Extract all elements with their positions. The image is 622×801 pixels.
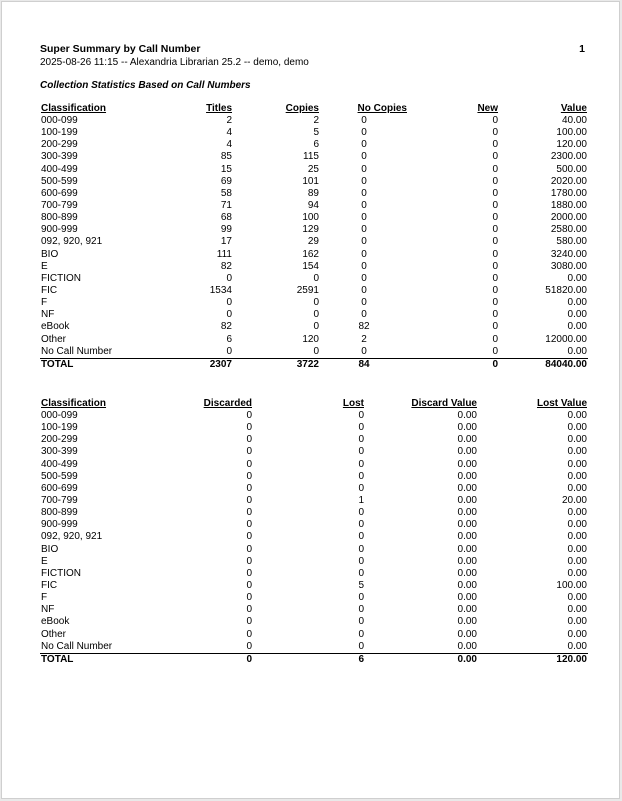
cell-classification: eBook — [41, 321, 70, 333]
cell-titles: 111 — [216, 248, 232, 260]
cell-lost-value: 0.00 — [567, 446, 587, 458]
cell-lost-value: 0.00 — [567, 567, 587, 579]
cell-copies: 94 — [307, 200, 319, 212]
cell-classification: 700-799 — [41, 495, 78, 507]
cell-value: 2580.00 — [550, 224, 587, 236]
column-header-classification: Classification — [41, 103, 107, 114]
cell-discard-value: 0.00 — [457, 628, 477, 640]
cell-value: 1880.00 — [550, 200, 587, 212]
cell-lost-value: 20.00 — [561, 495, 587, 507]
cell-new: 0 — [492, 175, 498, 187]
cell-copies: 5 — [313, 127, 319, 139]
cell-new: 0 — [492, 333, 498, 345]
cell-lost-value: 0.00 — [567, 543, 587, 555]
cell-value: 3240.00 — [550, 248, 587, 260]
cell-lost-value: 100.00 — [556, 580, 587, 592]
cell-lost: 0 — [358, 604, 364, 616]
cell-classification: E — [41, 260, 48, 272]
report-title: Super Summary by Call Number — [40, 43, 201, 55]
table-row — [40, 176, 588, 188]
column-header-copies: Copies — [285, 103, 319, 114]
cell-classification: BIO — [41, 248, 59, 260]
cell-lost: 1 — [358, 495, 364, 507]
cell-copies: 89 — [307, 187, 319, 199]
cell-titles: 0 — [226, 297, 232, 309]
column-header-no-copies: No Copies — [357, 103, 407, 114]
cell-new: 0 — [492, 200, 498, 212]
cell-discarded: 0 — [246, 434, 252, 446]
cell-lost: 0 — [358, 640, 364, 652]
total-discard-value: 0.00 — [365, 653, 478, 666]
cell-discarded: 0 — [246, 580, 252, 592]
cell-titles: 99 — [220, 224, 232, 236]
cell-new: 0 — [492, 236, 498, 248]
cell-titles: 82 — [220, 260, 232, 272]
cell-discarded: 0 — [246, 616, 252, 628]
cell-classification: NF — [41, 604, 55, 616]
table-row — [40, 115, 588, 127]
cell-copies: 0 — [313, 345, 319, 357]
cell-lost-value: 0.00 — [567, 592, 587, 604]
cell-discard-value: 0.00 — [457, 458, 477, 470]
cell-classification: 300-399 — [41, 151, 78, 163]
column-header-value: Value — [560, 103, 587, 114]
cell-titles: 71 — [220, 200, 232, 212]
table-header-row — [40, 103, 588, 115]
cell-copies: 120 — [302, 333, 319, 345]
cell-titles: 58 — [220, 187, 232, 199]
cell-classification: 500-599 — [41, 470, 78, 482]
cell-discarded: 0 — [246, 531, 252, 543]
cell-new: 0 — [492, 187, 498, 199]
column-header-discard-value: Discard Value — [411, 398, 477, 409]
cell-discarded: 0 — [246, 628, 252, 640]
cell-discard-value: 0.00 — [457, 410, 477, 422]
cell-new: 0 — [492, 260, 498, 272]
column-header-lost-value: Lost Value — [536, 398, 587, 409]
cell-no-copies: 0 — [361, 248, 367, 260]
table-row — [40, 531, 588, 543]
cell-lost-value: 0.00 — [567, 434, 587, 446]
table-row — [40, 249, 588, 261]
cell-classification: Other — [41, 628, 67, 640]
cell-lost-value: 0.00 — [567, 410, 587, 422]
table-row — [40, 127, 588, 139]
cell-no-copies: 0 — [361, 115, 367, 127]
cell-no-copies: 0 — [361, 139, 367, 151]
cell-lost: 0 — [358, 470, 364, 482]
column-header-discarded: Discarded — [203, 398, 252, 409]
total-row — [40, 653, 588, 666]
cell-lost: 0 — [358, 434, 364, 446]
cell-copies: 115 — [303, 151, 319, 163]
cell-discard-value: 0.00 — [457, 555, 477, 567]
total-value: 84040.00 — [499, 358, 588, 371]
cell-no-copies: 0 — [361, 309, 367, 321]
cell-discard-value: 0.00 — [457, 446, 477, 458]
cell-classification: 092, 920, 921 — [41, 236, 103, 248]
cell-copies: 2591 — [296, 285, 319, 297]
cell-new: 0 — [492, 321, 498, 333]
cell-no-copies: 0 — [361, 200, 367, 212]
cell-lost: 0 — [358, 592, 364, 604]
cell-lost: 0 — [358, 410, 364, 422]
cell-no-copies: 82 — [358, 321, 370, 333]
cell-classification: 100-199 — [41, 127, 78, 139]
report-header — [40, 43, 588, 69]
cell-new: 0 — [492, 272, 498, 284]
cell-value: 12000.00 — [545, 333, 587, 345]
cell-titles: 0 — [226, 272, 232, 284]
cell-copies: 25 — [307, 163, 319, 175]
cell-titles: 6 — [226, 333, 232, 345]
cell-copies: 6 — [313, 139, 319, 151]
table-row — [40, 334, 588, 346]
total-classification: TOTAL — [40, 653, 160, 666]
report-page — [1, 1, 620, 799]
cell-copies: 162 — [302, 248, 319, 260]
table-row — [40, 616, 588, 628]
cell-discard-value: 0.00 — [457, 640, 477, 652]
cell-discarded: 0 — [246, 507, 252, 519]
cell-lost: 0 — [358, 446, 364, 458]
total-copies: 3722 — [233, 358, 320, 371]
table-row — [40, 495, 588, 507]
cell-new: 0 — [492, 163, 498, 175]
cell-discard-value: 0.00 — [457, 495, 477, 507]
cell-value: 580.00 — [556, 236, 587, 248]
page-number: 1 — [579, 43, 585, 55]
cell-discard-value: 0.00 — [457, 519, 477, 531]
cell-value: 0.00 — [567, 321, 587, 333]
table-row — [40, 604, 588, 616]
cell-lost-value: 0.00 — [567, 628, 587, 640]
cell-classification: 000-099 — [41, 410, 78, 422]
cell-lost: 0 — [358, 531, 364, 543]
cell-discard-value: 0.00 — [457, 616, 477, 628]
cell-copies: 101 — [302, 175, 319, 187]
table-row — [40, 641, 588, 654]
cell-copies: 0 — [313, 321, 319, 333]
cell-lost-value: 0.00 — [567, 422, 587, 434]
cell-value: 0.00 — [567, 345, 587, 357]
table-row — [40, 422, 588, 434]
cell-no-copies: 0 — [361, 260, 367, 272]
cell-classification: E — [41, 555, 48, 567]
cell-no-copies: 0 — [361, 297, 367, 309]
cell-no-copies: 0 — [361, 236, 367, 248]
cell-discarded: 0 — [246, 495, 252, 507]
cell-classification: No Call Number — [41, 345, 113, 357]
cell-no-copies: 0 — [361, 224, 367, 236]
cell-copies: 0 — [313, 272, 319, 284]
cell-titles: 82 — [220, 321, 232, 333]
table-row — [40, 297, 588, 309]
cell-lost: 0 — [358, 616, 364, 628]
table-row — [40, 309, 588, 321]
cell-new: 0 — [492, 297, 498, 309]
table-row — [40, 164, 588, 176]
cell-new: 0 — [492, 345, 498, 357]
cell-value: 2300.00 — [550, 151, 587, 163]
cell-titles: 68 — [220, 212, 232, 224]
table-row — [40, 544, 588, 556]
table-row — [40, 410, 588, 422]
table-row — [40, 261, 588, 273]
table-row — [40, 519, 588, 531]
table-row — [40, 629, 588, 641]
table-row — [40, 188, 588, 200]
cell-no-copies: 0 — [361, 345, 367, 357]
cell-lost-value: 0.00 — [567, 482, 587, 494]
cell-classification: 200-299 — [41, 434, 78, 446]
table-row — [40, 224, 588, 236]
cell-discard-value: 0.00 — [457, 580, 477, 592]
table-row — [40, 556, 588, 568]
cell-classification: 800-899 — [41, 212, 78, 224]
table-row — [40, 285, 588, 297]
table-row — [40, 568, 588, 580]
total-classification: TOTAL — [40, 358, 160, 371]
cell-new: 0 — [492, 127, 498, 139]
cell-classification: FIC — [41, 285, 58, 297]
cell-value: 0.00 — [567, 272, 587, 284]
cell-new: 0 — [492, 224, 498, 236]
cell-copies: 0 — [313, 309, 319, 321]
report-subtitle: 2025-08-26 11:15 -- Alexandria Librarian 25.2 -- demo, demo — [40, 57, 309, 68]
cell-lost-value: 0.00 — [567, 531, 587, 543]
table-row — [40, 236, 588, 248]
table-row — [40, 592, 588, 604]
cell-copies: 100 — [302, 212, 319, 224]
total-row — [40, 358, 588, 371]
cell-discarded: 0 — [246, 567, 252, 579]
cell-discard-value: 0.00 — [457, 422, 477, 434]
cell-titles: 17 — [220, 236, 232, 248]
cell-lost-value: 0.00 — [567, 555, 587, 567]
cell-no-copies: 0 — [361, 212, 367, 224]
cell-classification: eBook — [41, 616, 70, 628]
cell-titles: 85 — [220, 151, 232, 163]
total-lost-value: 120.00 — [478, 653, 588, 666]
cell-no-copies: 0 — [361, 285, 367, 297]
cell-new: 0 — [492, 151, 498, 163]
cell-copies: 154 — [302, 260, 319, 272]
cell-titles: 69 — [220, 175, 232, 187]
table-row — [40, 273, 588, 285]
cell-discarded: 0 — [246, 519, 252, 531]
cell-discard-value: 0.00 — [457, 482, 477, 494]
cell-classification: NF — [41, 309, 55, 321]
cell-copies: 29 — [307, 236, 319, 248]
cell-discarded: 0 — [246, 555, 252, 567]
cell-lost: 0 — [358, 458, 364, 470]
table-row — [40, 507, 588, 519]
table-row — [40, 434, 588, 446]
cell-discarded: 0 — [246, 410, 252, 422]
cell-value: 0.00 — [567, 297, 587, 309]
cell-new: 0 — [492, 309, 498, 321]
total-lost: 6 — [253, 653, 365, 666]
cell-no-copies: 0 — [361, 187, 367, 199]
cell-lost-value: 0.00 — [567, 458, 587, 470]
cell-lost-value: 0.00 — [567, 470, 587, 482]
cell-lost-value: 0.00 — [567, 640, 587, 652]
cell-classification: FICTION — [41, 567, 81, 579]
table-row — [40, 346, 588, 359]
cell-new: 0 — [492, 248, 498, 260]
table-row — [40, 580, 588, 592]
cell-titles: 1534 — [209, 285, 232, 297]
section-title: Collection Statistics Based on Call Numbers — [40, 80, 251, 91]
cell-lost: 0 — [358, 628, 364, 640]
cell-classification: 100-199 — [41, 422, 78, 434]
cell-lost-value: 0.00 — [567, 519, 587, 531]
cell-discard-value: 0.00 — [457, 434, 477, 446]
discard-lost-table — [40, 398, 588, 666]
cell-classification: 300-399 — [41, 446, 78, 458]
cell-classification: 700-799 — [41, 200, 78, 212]
cell-discarded: 0 — [246, 592, 252, 604]
table-row — [40, 446, 588, 458]
cell-lost-value: 0.00 — [567, 604, 587, 616]
cell-titles: 4 — [226, 139, 232, 151]
cell-lost: 0 — [358, 567, 364, 579]
cell-lost: 0 — [358, 507, 364, 519]
cell-new: 0 — [492, 115, 498, 127]
cell-titles: 15 — [220, 163, 232, 175]
cell-classification: 000-099 — [41, 115, 78, 127]
cell-lost: 0 — [358, 555, 364, 567]
cell-lost: 5 — [358, 580, 364, 592]
cell-titles: 2 — [226, 115, 232, 127]
table-row — [40, 459, 588, 471]
cell-discard-value: 0.00 — [457, 543, 477, 555]
cell-value: 120.00 — [556, 139, 587, 151]
cell-value: 51820.00 — [545, 285, 587, 297]
table-header-row — [40, 398, 588, 410]
cell-no-copies: 2 — [361, 333, 367, 345]
cell-lost-value: 0.00 — [567, 507, 587, 519]
column-header-new: New — [477, 103, 498, 114]
cell-lost-value: 0.00 — [567, 616, 587, 628]
cell-classification: 200-299 — [41, 139, 78, 151]
cell-classification: F — [41, 297, 48, 309]
cell-classification: FICTION — [41, 272, 81, 284]
column-header-titles: Titles — [206, 103, 232, 114]
table-row — [40, 212, 588, 224]
cell-lost: 0 — [358, 482, 364, 494]
cell-classification: 092, 920, 921 — [41, 531, 103, 543]
cell-discard-value: 0.00 — [457, 592, 477, 604]
cell-discarded: 0 — [246, 470, 252, 482]
table-row — [40, 200, 588, 212]
total-no-copies: 84 — [320, 358, 408, 371]
collection-stats-table — [40, 103, 588, 371]
cell-new: 0 — [492, 285, 498, 297]
cell-no-copies: 0 — [361, 127, 367, 139]
cell-discarded: 0 — [246, 604, 252, 616]
cell-no-copies: 0 — [361, 151, 367, 163]
table-row — [40, 471, 588, 483]
total-titles: 2307 — [160, 358, 233, 371]
cell-classification: 800-899 — [41, 507, 78, 519]
cell-no-copies: 0 — [361, 272, 367, 284]
cell-classification: 900-999 — [41, 224, 78, 236]
cell-classification: 600-699 — [41, 482, 78, 494]
cell-classification: No Call Number — [41, 640, 113, 652]
cell-copies: 0 — [313, 297, 319, 309]
cell-titles: 4 — [226, 127, 232, 139]
cell-classification: 400-499 — [41, 458, 78, 470]
cell-classification: F — [41, 592, 48, 604]
cell-new: 0 — [492, 212, 498, 224]
cell-discarded: 0 — [246, 482, 252, 494]
cell-copies: 129 — [302, 224, 319, 236]
table-row — [40, 483, 588, 495]
cell-lost: 0 — [358, 543, 364, 555]
total-discarded: 0 — [160, 653, 253, 666]
cell-discarded: 0 — [246, 458, 252, 470]
cell-no-copies: 0 — [361, 175, 367, 187]
cell-new: 0 — [492, 139, 498, 151]
cell-classification: Other — [41, 333, 67, 345]
cell-classification: BIO — [41, 543, 59, 555]
column-header-classification: Classification — [41, 398, 107, 409]
cell-classification: FIC — [41, 580, 58, 592]
cell-value: 1780.00 — [550, 187, 587, 199]
cell-discard-value: 0.00 — [457, 507, 477, 519]
column-header-lost: Lost — [342, 398, 364, 409]
cell-discard-value: 0.00 — [457, 567, 477, 579]
cell-no-copies: 0 — [361, 163, 367, 175]
cell-value: 2020.00 — [550, 175, 587, 187]
cell-classification: 500-599 — [41, 175, 78, 187]
cell-lost: 0 — [358, 422, 364, 434]
cell-discard-value: 0.00 — [457, 604, 477, 616]
cell-copies: 2 — [313, 115, 319, 127]
cell-lost: 0 — [358, 519, 364, 531]
total-new: 0 — [408, 358, 499, 371]
cell-titles: 0 — [226, 309, 232, 321]
cell-discarded: 0 — [246, 422, 252, 434]
cell-value: 0.00 — [567, 309, 587, 321]
cell-value: 40.00 — [561, 115, 587, 127]
cell-discard-value: 0.00 — [457, 470, 477, 482]
cell-titles: 0 — [226, 345, 232, 357]
cell-classification: 600-699 — [41, 187, 78, 199]
cell-discarded: 0 — [246, 640, 252, 652]
cell-discarded: 0 — [246, 543, 252, 555]
table-row — [40, 139, 588, 151]
cell-value: 100.00 — [556, 127, 587, 139]
table-row — [40, 151, 588, 163]
cell-discard-value: 0.00 — [457, 531, 477, 543]
cell-value: 2000.00 — [550, 212, 587, 224]
cell-classification: 900-999 — [41, 519, 78, 531]
table-row — [40, 321, 588, 333]
cell-classification: 400-499 — [41, 163, 78, 175]
cell-value: 3080.00 — [550, 260, 587, 272]
cell-value: 500.00 — [556, 163, 587, 175]
cell-discarded: 0 — [246, 446, 252, 458]
